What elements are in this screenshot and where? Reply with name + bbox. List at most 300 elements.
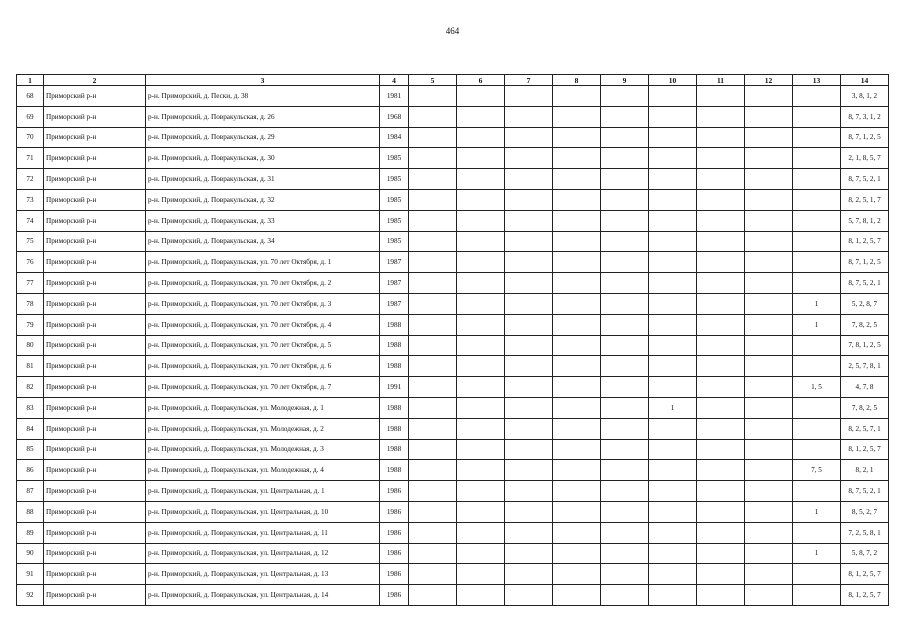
row-number: 90 xyxy=(17,543,44,564)
district-cell: Приморский р-н xyxy=(44,169,146,190)
district-cell: Приморский р-н xyxy=(44,522,146,543)
col7-cell xyxy=(505,543,553,564)
address-cell: р-н. Приморский, д. Пески, д. 38 xyxy=(146,86,380,107)
address-cell: р-н. Приморский, д. Повракульская, ул. Молодежная, д. 4 xyxy=(146,460,380,481)
year-cell: 1986 xyxy=(380,481,409,502)
address-cell: р-н. Приморский, д. Повракульская, ул. 70 лет Октября, д. 2 xyxy=(146,273,380,294)
table-header xyxy=(17,75,889,86)
col13-cell xyxy=(793,335,841,356)
col10-cell xyxy=(649,418,697,439)
col14-cell: 8, 1, 2, 5, 7 xyxy=(841,585,889,606)
address-cell: р-н. Приморский, д. Повракульская, д. 30 xyxy=(146,148,380,169)
col8-cell xyxy=(553,252,601,273)
col6-cell xyxy=(457,356,505,377)
col10-cell xyxy=(649,210,697,231)
year-cell: 1985 xyxy=(380,169,409,190)
column-header-11: 11 xyxy=(697,75,745,86)
address-cell: р-н. Приморский, д. Повракульская, д. 33 xyxy=(146,210,380,231)
col10-cell xyxy=(649,231,697,252)
row-number: 69 xyxy=(17,106,44,127)
table-row xyxy=(17,314,889,335)
address-cell: р-н. Приморский, д. Повракульская, ул. Молодежная, д. 1 xyxy=(146,397,380,418)
col12-cell xyxy=(745,460,793,481)
row-number: 70 xyxy=(17,127,44,148)
row-number: 84 xyxy=(17,418,44,439)
address-cell: р-н. Приморский, д. Повракульская, ул. Центральная, д. 13 xyxy=(146,564,380,585)
col10-cell xyxy=(649,127,697,148)
col6-cell xyxy=(457,189,505,210)
col7-cell xyxy=(505,377,553,398)
col11-cell xyxy=(697,564,745,585)
col11-cell xyxy=(697,189,745,210)
year-cell: 1988 xyxy=(380,418,409,439)
row-number: 76 xyxy=(17,252,44,273)
col7-cell xyxy=(505,564,553,585)
col14-cell: 8, 2, 5, 1, 7 xyxy=(841,189,889,210)
year-cell: 1988 xyxy=(380,356,409,377)
col5-cell xyxy=(409,314,457,335)
col13-cell xyxy=(793,273,841,294)
col14-cell: 8, 1, 2, 5, 7 xyxy=(841,231,889,252)
col13-cell: 1 xyxy=(793,501,841,522)
col11-cell xyxy=(697,356,745,377)
col10-cell xyxy=(649,106,697,127)
col11-cell xyxy=(697,501,745,522)
table-row xyxy=(17,501,889,522)
col13-cell xyxy=(793,356,841,377)
col8-cell xyxy=(553,481,601,502)
col5-cell xyxy=(409,377,457,398)
table-row xyxy=(17,439,889,460)
col12-cell xyxy=(745,481,793,502)
col12-cell xyxy=(745,397,793,418)
column-header-1: 1 xyxy=(17,75,44,86)
address-cell: р-н. Приморский, д. Повракульская, ул. 70 лет Октября, д. 5 xyxy=(146,335,380,356)
col8-cell xyxy=(553,148,601,169)
col11-cell xyxy=(697,418,745,439)
col12-cell xyxy=(745,418,793,439)
col13-cell xyxy=(793,189,841,210)
col14-cell: 5, 2, 8, 7 xyxy=(841,293,889,314)
address-cell: р-н. Приморский, д. Повракульская, д. 32 xyxy=(146,189,380,210)
col11-cell xyxy=(697,377,745,398)
col7-cell xyxy=(505,273,553,294)
table-row xyxy=(17,418,889,439)
table-row xyxy=(17,127,889,148)
col9-cell xyxy=(601,314,649,335)
table-row xyxy=(17,377,889,398)
col10-cell xyxy=(649,169,697,190)
col9-cell xyxy=(601,418,649,439)
col12-cell xyxy=(745,543,793,564)
col11-cell xyxy=(697,106,745,127)
col5-cell xyxy=(409,397,457,418)
district-cell: Приморский р-н xyxy=(44,418,146,439)
col11-cell xyxy=(697,293,745,314)
col7-cell xyxy=(505,501,553,522)
col10-cell xyxy=(649,377,697,398)
col13-cell xyxy=(793,169,841,190)
col9-cell xyxy=(601,543,649,564)
district-cell: Приморский р-н xyxy=(44,86,146,107)
col11-cell xyxy=(697,439,745,460)
col6-cell xyxy=(457,585,505,606)
table-row xyxy=(17,522,889,543)
col7-cell xyxy=(505,439,553,460)
row-number: 73 xyxy=(17,189,44,210)
district-cell: Приморский р-н xyxy=(44,148,146,169)
column-header-8: 8 xyxy=(553,75,601,86)
col13-cell xyxy=(793,210,841,231)
col13-cell xyxy=(793,481,841,502)
col6-cell xyxy=(457,252,505,273)
col11-cell xyxy=(697,481,745,502)
table-row xyxy=(17,169,889,190)
col11-cell xyxy=(697,231,745,252)
col10-cell xyxy=(649,86,697,107)
col6-cell xyxy=(457,501,505,522)
table-row xyxy=(17,210,889,231)
col8-cell xyxy=(553,564,601,585)
col9-cell xyxy=(601,564,649,585)
col7-cell xyxy=(505,189,553,210)
col8-cell xyxy=(553,335,601,356)
col9-cell xyxy=(601,522,649,543)
col11-cell xyxy=(697,127,745,148)
col12-cell xyxy=(745,522,793,543)
col9-cell xyxy=(601,335,649,356)
row-number: 83 xyxy=(17,397,44,418)
col11-cell xyxy=(697,397,745,418)
col5-cell xyxy=(409,169,457,190)
row-number: 78 xyxy=(17,293,44,314)
col12-cell xyxy=(745,86,793,107)
year-cell: 1986 xyxy=(380,564,409,585)
row-number: 92 xyxy=(17,585,44,606)
table-row xyxy=(17,106,889,127)
col12-cell xyxy=(745,439,793,460)
table-row xyxy=(17,86,889,107)
col13-cell xyxy=(793,564,841,585)
col6-cell xyxy=(457,439,505,460)
row-number: 68 xyxy=(17,86,44,107)
col13-cell xyxy=(793,585,841,606)
col12-cell xyxy=(745,210,793,231)
col12-cell xyxy=(745,356,793,377)
col5-cell xyxy=(409,481,457,502)
year-cell: 1985 xyxy=(380,148,409,169)
col6-cell xyxy=(457,397,505,418)
column-header-3: 3 xyxy=(146,75,380,86)
year-cell: 1988 xyxy=(380,397,409,418)
col9-cell xyxy=(601,481,649,502)
address-cell: р-н. Приморский, д. Повракульская, ул. Молодежная, д. 2 xyxy=(146,418,380,439)
row-number: 82 xyxy=(17,377,44,398)
year-cell: 1991 xyxy=(380,377,409,398)
col14-cell: 7, 8, 2, 5 xyxy=(841,397,889,418)
row-number: 81 xyxy=(17,356,44,377)
col11-cell xyxy=(697,585,745,606)
address-cell: р-н. Приморский, д. Повракульская, ул. 70 лет Октября, д. 6 xyxy=(146,356,380,377)
col14-cell: 8, 1, 2, 5, 7 xyxy=(841,439,889,460)
year-cell: 1987 xyxy=(380,252,409,273)
col6-cell xyxy=(457,377,505,398)
row-number: 86 xyxy=(17,460,44,481)
col14-cell: 8, 1, 2, 5, 7 xyxy=(841,564,889,585)
table-row xyxy=(17,252,889,273)
district-cell: Приморский р-н xyxy=(44,189,146,210)
address-cell: р-н. Приморский, д. Повракульская, ул. 70 лет Октября, д. 7 xyxy=(146,377,380,398)
col9-cell xyxy=(601,86,649,107)
district-cell: Приморский р-н xyxy=(44,585,146,606)
col5-cell xyxy=(409,543,457,564)
col11-cell xyxy=(697,169,745,190)
year-cell: 1984 xyxy=(380,127,409,148)
col5-cell xyxy=(409,439,457,460)
housing-registry-table xyxy=(16,74,889,606)
row-number: 74 xyxy=(17,210,44,231)
year-cell: 1968 xyxy=(380,106,409,127)
col7-cell xyxy=(505,86,553,107)
col14-cell: 8, 5, 2, 7 xyxy=(841,501,889,522)
year-cell: 1986 xyxy=(380,585,409,606)
col8-cell xyxy=(553,169,601,190)
year-cell: 1988 xyxy=(380,314,409,335)
col12-cell xyxy=(745,273,793,294)
col6-cell xyxy=(457,86,505,107)
col5-cell xyxy=(409,418,457,439)
col9-cell xyxy=(601,501,649,522)
header-row xyxy=(17,75,889,86)
col13-cell: 1 xyxy=(793,293,841,314)
col10-cell xyxy=(649,522,697,543)
col7-cell xyxy=(505,314,553,335)
col9-cell xyxy=(601,273,649,294)
col10-cell xyxy=(649,356,697,377)
col9-cell xyxy=(601,231,649,252)
address-cell: р-н. Приморский, д. Повракульская, д. 34 xyxy=(146,231,380,252)
col10-cell xyxy=(649,501,697,522)
column-header-13: 13 xyxy=(793,75,841,86)
row-number: 79 xyxy=(17,314,44,335)
col6-cell xyxy=(457,231,505,252)
col10-cell xyxy=(649,335,697,356)
col10-cell: 1 xyxy=(649,397,697,418)
col13-cell: 1, 5 xyxy=(793,377,841,398)
district-cell: Приморский р-н xyxy=(44,293,146,314)
column-header-9: 9 xyxy=(601,75,649,86)
col9-cell xyxy=(601,127,649,148)
col12-cell xyxy=(745,169,793,190)
column-header-5: 5 xyxy=(409,75,457,86)
col10-cell xyxy=(649,293,697,314)
col6-cell xyxy=(457,106,505,127)
table-row xyxy=(17,356,889,377)
col8-cell xyxy=(553,127,601,148)
col14-cell: 8, 7, 5, 2, 1 xyxy=(841,481,889,502)
col7-cell xyxy=(505,127,553,148)
col8-cell xyxy=(553,522,601,543)
col7-cell xyxy=(505,335,553,356)
col11-cell xyxy=(697,543,745,564)
district-cell: Приморский р-н xyxy=(44,481,146,502)
col8-cell xyxy=(553,106,601,127)
col13-cell xyxy=(793,127,841,148)
address-cell: р-н. Приморский, д. Повракульская, ул. Центральная, д. 10 xyxy=(146,501,380,522)
address-cell: р-н. Приморский, д. Повракульская, ул. Молодежная, д. 3 xyxy=(146,439,380,460)
col7-cell xyxy=(505,169,553,190)
col8-cell xyxy=(553,210,601,231)
col5-cell xyxy=(409,127,457,148)
col11-cell xyxy=(697,252,745,273)
col9-cell xyxy=(601,585,649,606)
col14-cell: 8, 2, 1 xyxy=(841,460,889,481)
col6-cell xyxy=(457,564,505,585)
col14-cell: 4, 7, 8 xyxy=(841,377,889,398)
col7-cell xyxy=(505,522,553,543)
col11-cell xyxy=(697,335,745,356)
col14-cell: 8, 7, 3, 1, 2 xyxy=(841,106,889,127)
col12-cell xyxy=(745,564,793,585)
col9-cell xyxy=(601,169,649,190)
col10-cell xyxy=(649,148,697,169)
year-cell: 1986 xyxy=(380,543,409,564)
col5-cell xyxy=(409,273,457,294)
col6-cell xyxy=(457,314,505,335)
table-body xyxy=(17,86,889,606)
col10-cell xyxy=(649,189,697,210)
col9-cell xyxy=(601,210,649,231)
col14-cell: 8, 2, 5, 7, 1 xyxy=(841,418,889,439)
col6-cell xyxy=(457,127,505,148)
year-cell: 1988 xyxy=(380,439,409,460)
col9-cell xyxy=(601,377,649,398)
table-row xyxy=(17,460,889,481)
col13-cell xyxy=(793,439,841,460)
col12-cell xyxy=(745,314,793,335)
address-cell: р-н. Приморский, д. Повракульская, ул. 70 лет Октября, д. 1 xyxy=(146,252,380,273)
col8-cell xyxy=(553,501,601,522)
col7-cell xyxy=(505,418,553,439)
col8-cell xyxy=(553,314,601,335)
col5-cell xyxy=(409,522,457,543)
year-cell: 1985 xyxy=(380,210,409,231)
table-row xyxy=(17,189,889,210)
col8-cell xyxy=(553,356,601,377)
col14-cell: 7, 8, 2, 5 xyxy=(841,314,889,335)
col9-cell xyxy=(601,356,649,377)
col14-cell: 5, 8, 7, 2 xyxy=(841,543,889,564)
col10-cell xyxy=(649,314,697,335)
col10-cell xyxy=(649,439,697,460)
district-cell: Приморский р-н xyxy=(44,356,146,377)
col11-cell xyxy=(697,148,745,169)
district-cell: Приморский р-н xyxy=(44,335,146,356)
col12-cell xyxy=(745,231,793,252)
col14-cell: 2, 1, 8, 5, 7 xyxy=(841,148,889,169)
col9-cell xyxy=(601,189,649,210)
col5-cell xyxy=(409,564,457,585)
col9-cell xyxy=(601,106,649,127)
col9-cell xyxy=(601,397,649,418)
col13-cell: 1 xyxy=(793,543,841,564)
col12-cell xyxy=(745,106,793,127)
district-cell: Приморский р-н xyxy=(44,127,146,148)
table-row xyxy=(17,585,889,606)
col6-cell xyxy=(457,543,505,564)
col14-cell: 8, 7, 1, 2, 5 xyxy=(841,252,889,273)
col13-cell xyxy=(793,106,841,127)
col8-cell xyxy=(553,293,601,314)
district-cell: Приморский р-н xyxy=(44,377,146,398)
year-cell: 1988 xyxy=(380,460,409,481)
col6-cell xyxy=(457,522,505,543)
year-cell: 1985 xyxy=(380,189,409,210)
col6-cell xyxy=(457,273,505,294)
column-header-2: 2 xyxy=(44,75,146,86)
district-cell: Приморский р-н xyxy=(44,564,146,585)
col11-cell xyxy=(697,460,745,481)
page-number: 464 xyxy=(445,26,460,36)
year-cell: 1987 xyxy=(380,273,409,294)
col9-cell xyxy=(601,293,649,314)
col9-cell xyxy=(601,460,649,481)
address-cell: р-н. Приморский, д. Повракульская, д. 26 xyxy=(146,106,380,127)
column-header-14: 14 xyxy=(841,75,889,86)
col7-cell xyxy=(505,148,553,169)
district-cell: Приморский р-н xyxy=(44,273,146,294)
col6-cell xyxy=(457,335,505,356)
col14-cell: 8, 7, 5, 2, 1 xyxy=(841,169,889,190)
col13-cell xyxy=(793,86,841,107)
col8-cell xyxy=(553,377,601,398)
col5-cell xyxy=(409,293,457,314)
column-header-12: 12 xyxy=(745,75,793,86)
address-cell: р-н. Приморский, д. Повракульская, ул. 70 лет Октября, д. 3 xyxy=(146,293,380,314)
col13-cell xyxy=(793,397,841,418)
col14-cell: 7, 2, 5, 8, 1 xyxy=(841,522,889,543)
col8-cell xyxy=(553,189,601,210)
table-row xyxy=(17,481,889,502)
table-row xyxy=(17,148,889,169)
col6-cell xyxy=(457,210,505,231)
col12-cell xyxy=(745,148,793,169)
col5-cell xyxy=(409,86,457,107)
col5-cell xyxy=(409,231,457,252)
col5-cell xyxy=(409,356,457,377)
col10-cell xyxy=(649,543,697,564)
col14-cell: 5, 7, 8, 1, 2 xyxy=(841,210,889,231)
district-cell: Приморский р-н xyxy=(44,460,146,481)
col11-cell xyxy=(697,86,745,107)
col10-cell xyxy=(649,273,697,294)
col8-cell xyxy=(553,439,601,460)
col10-cell xyxy=(649,460,697,481)
col7-cell xyxy=(505,106,553,127)
col11-cell xyxy=(697,273,745,294)
col9-cell xyxy=(601,148,649,169)
col14-cell: 8, 7, 5, 2, 1 xyxy=(841,273,889,294)
col12-cell xyxy=(745,501,793,522)
col5-cell xyxy=(409,501,457,522)
district-cell: Приморский р-н xyxy=(44,252,146,273)
col12-cell xyxy=(745,585,793,606)
table-row xyxy=(17,273,889,294)
address-cell: р-н. Приморский, д. Повракульская, ул. Центральная, д. 12 xyxy=(146,543,380,564)
col11-cell xyxy=(697,522,745,543)
row-number: 71 xyxy=(17,148,44,169)
col6-cell xyxy=(457,169,505,190)
